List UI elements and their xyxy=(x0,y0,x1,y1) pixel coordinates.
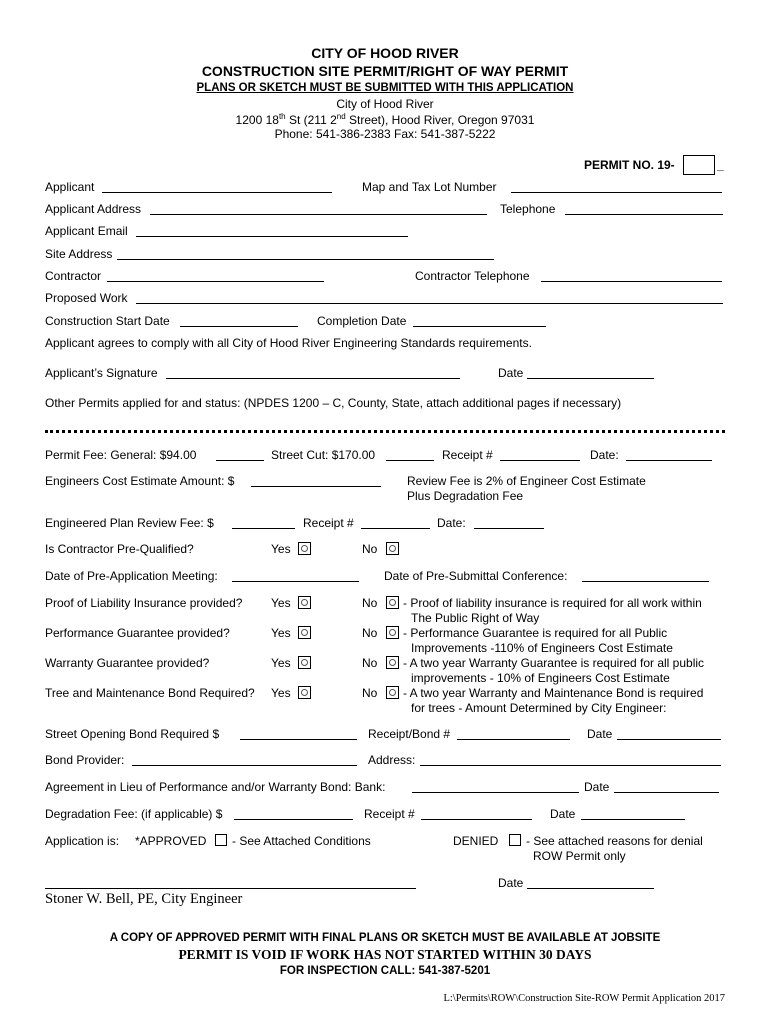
site-address-label: Site Address xyxy=(45,247,113,261)
street-bond-field[interactable] xyxy=(240,739,357,740)
bond-provider-label: Bond Provider: xyxy=(45,753,125,767)
liability-note-1: - Proof of liability insurance is required for all work within xyxy=(403,596,702,610)
liability-yes-radio[interactable] xyxy=(298,596,311,609)
fee-date-label: Date: xyxy=(590,448,619,462)
bond-address-field[interactable] xyxy=(420,765,721,766)
street-bond-date-field[interactable] xyxy=(617,739,721,740)
contractor-telephone-label: Contractor Telephone xyxy=(415,269,530,283)
agreement-lieu-date-field[interactable] xyxy=(614,792,719,793)
tree-bond-no-radio[interactable] xyxy=(386,686,399,699)
agreement-lieu-bank-field[interactable] xyxy=(412,792,579,793)
agreement-lieu-label: Agreement in Lieu of Performance and/or Warranty Bond: Bank: xyxy=(45,780,386,794)
fee-date-field[interactable] xyxy=(626,460,712,461)
map-tax-lot-label: Map and Tax Lot Number xyxy=(362,180,497,194)
liability-yes-label: Yes xyxy=(271,596,291,610)
engineer-name: Stoner W. Bell, PE, City Engineer xyxy=(45,891,243,907)
denied-note-1: - See attached reasons for denial xyxy=(526,834,703,848)
presubmittal-field[interactable] xyxy=(582,581,709,582)
signature-date-label: Date xyxy=(498,366,524,380)
degradation-fee-label: Degradation Fee: (if applicable) $ xyxy=(45,807,223,821)
tree-bond-label: Tree and Maintenance Bond Required? xyxy=(45,686,255,700)
permit-fee-field[interactable] xyxy=(216,460,264,461)
engineer-date-field[interactable] xyxy=(527,888,654,889)
engineer-signature-line[interactable] xyxy=(45,888,416,889)
applicant-field[interactable] xyxy=(102,192,332,193)
street-cut-label: Street Cut: $170.00 xyxy=(271,448,376,462)
engineer-date-label: Date xyxy=(498,876,524,890)
receipt-bond-field[interactable] xyxy=(457,739,570,740)
approved-checkbox[interactable] xyxy=(215,834,227,846)
preapp-meeting-label: Date of Pre-Application Meeting: xyxy=(45,569,218,583)
application-is-label: Application is: xyxy=(45,834,120,848)
completion-date-field[interactable] xyxy=(413,326,546,327)
completion-date-label: Completion Date xyxy=(317,314,407,328)
signature-field[interactable] xyxy=(166,378,460,379)
plan-receipt-label: Receipt # xyxy=(303,516,354,530)
tree-bond-yes-label: Yes xyxy=(271,686,291,700)
permit-number-field[interactable] xyxy=(683,155,715,175)
telephone-field[interactable] xyxy=(565,214,723,215)
denied-note-2: ROW Permit only xyxy=(533,849,626,863)
applicant-address-label: Applicant Address xyxy=(45,202,142,216)
plan-review-fee-label: Engineered Plan Review Fee: $ xyxy=(45,516,214,530)
performance-label: Performance Guarantee provided? xyxy=(45,626,230,640)
degradation-fee-field[interactable] xyxy=(234,819,353,820)
void-notice: PERMIT IS VOID IF WORK HAS NOT STARTED WITHIN 30 DAYS xyxy=(178,947,592,962)
preapp-meeting-field[interactable] xyxy=(232,581,359,582)
review-fee-note-2: Plus Degradation Fee xyxy=(407,489,524,503)
performance-no-radio[interactable] xyxy=(386,626,399,639)
degradation-date-label: Date xyxy=(550,807,576,821)
section-divider xyxy=(45,430,725,433)
degradation-receipt-field[interactable] xyxy=(421,819,532,820)
prequalified-yes-label: Yes xyxy=(271,542,291,556)
applicant-address-field[interactable] xyxy=(150,214,487,215)
contractor-label: Contractor xyxy=(45,269,102,283)
plan-receipt-field[interactable] xyxy=(361,528,430,529)
bond-address-label: Address: xyxy=(368,753,416,767)
map-tax-lot-field[interactable] xyxy=(511,192,722,193)
degradation-receipt-label: Receipt # xyxy=(364,807,415,821)
prequalified-no-radio[interactable] xyxy=(386,542,399,555)
tree-bond-note-2: for trees - Amount Determined by City Engineer: xyxy=(411,701,667,715)
liability-label: Proof of Liability Insurance provided? xyxy=(45,596,243,610)
tree-bond-no-label: No xyxy=(362,686,378,700)
prequalified-yes-radio[interactable] xyxy=(298,542,311,555)
performance-yes-radio[interactable] xyxy=(298,626,311,639)
telephone-label: Telephone xyxy=(500,202,556,216)
plan-review-fee-field[interactable] xyxy=(232,528,295,529)
site-address-field[interactable] xyxy=(117,259,494,260)
signature-date-field[interactable] xyxy=(527,378,654,379)
org-phone: Phone: 541-386-2383 Fax: 541-387-5222 xyxy=(274,127,496,141)
performance-note-1: - Performance Guarantee is required for all Public xyxy=(403,626,668,640)
street-cut-field[interactable] xyxy=(386,460,434,461)
other-permits-text: Other Permits applied for and status: (NPDES 1200 – C, County, State, attach additional pages if necessary) xyxy=(45,396,622,410)
file-path: L:\Permits\ROW\Construction Site-ROW Permit Application 2017 xyxy=(443,993,725,1004)
warranty-note-1: - A two year Warranty Guarantee is required for all public xyxy=(403,656,705,670)
liability-no-label: No xyxy=(362,596,378,610)
contractor-field[interactable] xyxy=(107,281,324,282)
tree-bond-note-1: - A two year Warranty and Maintenance Bond is required xyxy=(403,686,704,700)
copy-notice: A COPY OF APPROVED PERMIT WITH FINAL PLANS OR SKETCH MUST BE AVAILABLE AT JOBSITE xyxy=(109,932,661,944)
eng-cost-label: Engineers Cost Estimate Amount: $ xyxy=(45,474,235,488)
warranty-no-radio[interactable] xyxy=(386,656,399,669)
receipt-field[interactable] xyxy=(500,460,580,461)
receipt-bond-label: Receipt/Bond # xyxy=(368,727,451,741)
performance-yes-label: Yes xyxy=(271,626,291,640)
start-date-field[interactable] xyxy=(180,326,298,327)
start-date-label: Construction Start Date xyxy=(45,314,170,328)
inspection-call: FOR INSPECTION CALL: 541-387-5201 xyxy=(279,965,491,977)
plan-date-label: Date: xyxy=(437,516,466,530)
performance-no-label: No xyxy=(362,626,378,640)
street-bond-label: Street Opening Bond Required $ xyxy=(45,727,220,741)
applicant-email-label: Applicant Email xyxy=(45,224,128,238)
warranty-note-2: improvements - 10% of Engineers Cost Estimate xyxy=(411,671,670,685)
permit-title: CONSTRUCTION SITE PERMIT/RIGHT OF WAY PERMIT xyxy=(201,63,569,79)
contractor-telephone-field[interactable] xyxy=(541,281,722,282)
org-name: City of Hood River xyxy=(336,97,434,111)
bond-provider-field[interactable] xyxy=(132,765,357,766)
signature-label: Applicant’s Signature xyxy=(45,366,158,380)
warranty-yes-label: Yes xyxy=(271,656,291,670)
permit-number-trail: _ xyxy=(717,158,724,172)
city-title: CITY OF HOOD RIVER xyxy=(311,45,459,61)
agreement-text: Applicant agrees to comply with all City of Hood River Engineering Standards requirements. xyxy=(45,336,532,350)
applicant-label: Applicant xyxy=(45,180,95,194)
org-address: 1200 18th St (211 2nd Street), Hood River, Oregon 97031 xyxy=(235,112,535,127)
denied-label: DENIED xyxy=(453,834,499,848)
street-bond-date-label: Date xyxy=(587,727,613,741)
liability-no-radio[interactable] xyxy=(386,596,399,609)
receipt-label: Receipt # xyxy=(442,448,493,462)
presubmittal-label: Date of Pre-Submittal Conference: xyxy=(384,569,568,583)
approved-label: *APPROVED xyxy=(135,834,207,848)
permit-number-label: PERMIT NO. 19- xyxy=(584,158,675,172)
warranty-label: Warranty Guarantee provided? xyxy=(45,656,210,670)
proposed-work-field[interactable] xyxy=(136,303,723,304)
warranty-yes-radio[interactable] xyxy=(298,656,311,669)
proposed-work-label: Proposed Work xyxy=(45,291,128,305)
warranty-no-label: No xyxy=(362,656,378,670)
permit-fee-label: Permit Fee: General: $94.00 xyxy=(45,448,197,462)
plans-notice: PLANS OR SKETCH MUST BE SUBMITTED WITH THIS APPLICATION xyxy=(196,82,574,94)
tree-bond-yes-radio[interactable] xyxy=(298,686,311,699)
eng-cost-field[interactable] xyxy=(251,486,381,487)
prequalified-label: Is Contractor Pre-Qualified? xyxy=(45,542,194,556)
performance-note-2: Improvements -110% of Engineers Cost Estimate xyxy=(411,641,673,655)
applicant-email-field[interactable] xyxy=(136,236,408,237)
approved-note: - See Attached Conditions xyxy=(232,834,371,848)
degradation-date-field[interactable] xyxy=(581,819,685,820)
plan-date-field[interactable] xyxy=(474,528,544,529)
review-fee-note-1: Review Fee is 2% of Engineer Cost Estimate xyxy=(407,474,646,488)
denied-checkbox[interactable] xyxy=(509,834,521,846)
liability-note-2: The Public Right of Way xyxy=(411,611,540,625)
prequalified-no-label: No xyxy=(362,542,378,556)
agreement-lieu-date-label: Date xyxy=(584,780,610,794)
